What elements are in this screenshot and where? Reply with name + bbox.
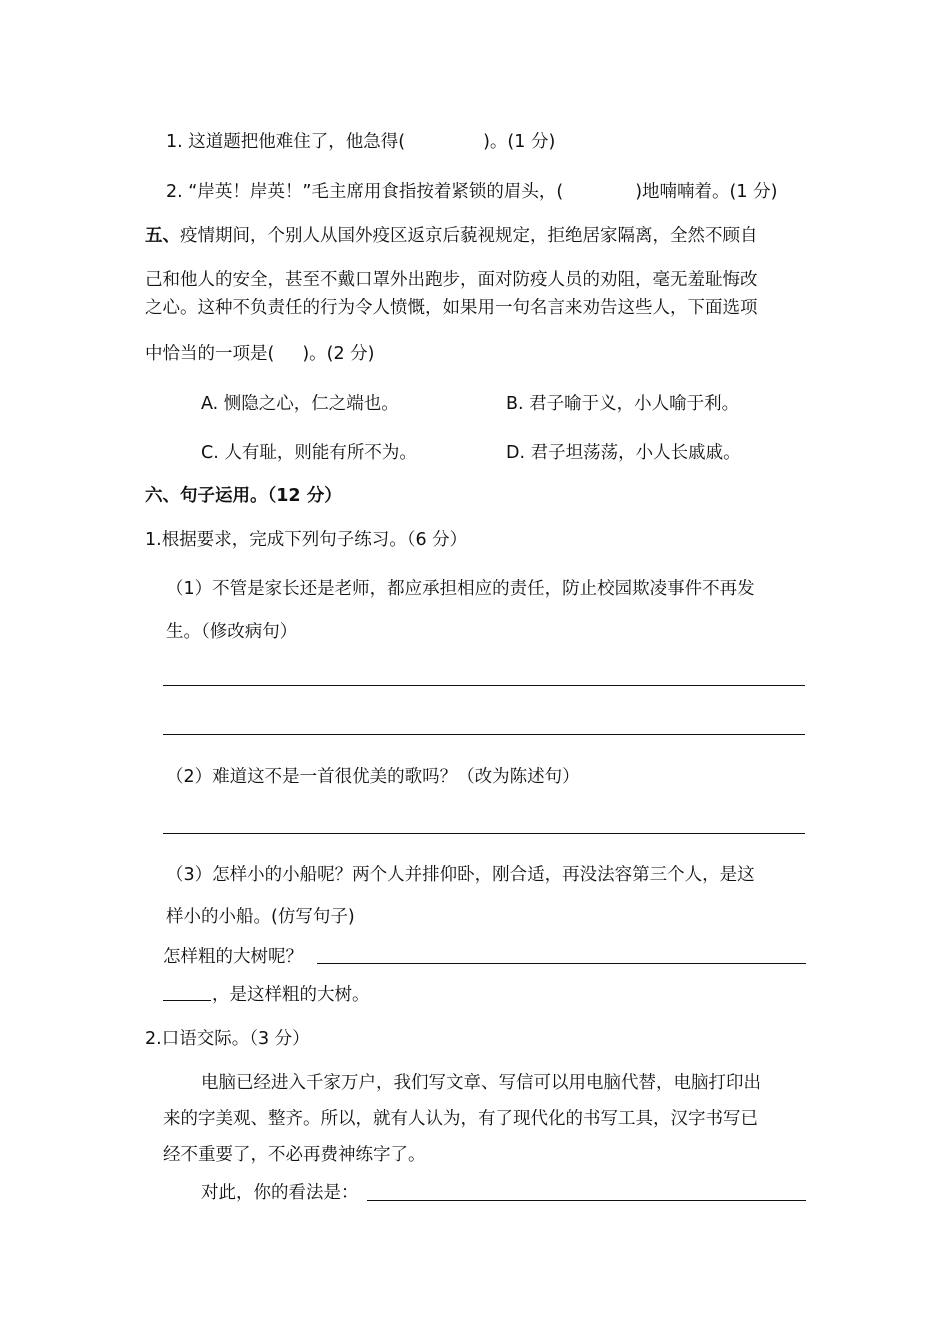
- section-5-line-4: [145, 342, 375, 366]
- sub-question-3-tail: ，是这样粗的大树。: [212, 985, 370, 1005]
- option-a[interactable]: A. 恻隐之心，仁之端也。: [201, 394, 399, 414]
- answer-line[interactable]: [163, 734, 805, 735]
- section-5-line-1: [145, 224, 758, 248]
- answer-line[interactable]: [367, 1200, 806, 1201]
- section-5-label: 五、: [145, 226, 180, 246]
- question-6-2-title: 2.口语交际。（3 分）: [145, 1029, 310, 1049]
- question-4-2: [166, 180, 777, 204]
- section-5-line-3: 之心。这种不负责任的行为令人愤慨，如果用一句名言来劝告这些人，下面选项: [145, 298, 758, 318]
- question-4-1-score: )。(1 分): [483, 132, 556, 152]
- option-b[interactable]: B. 君子喻于义，小人喻于利。: [506, 394, 740, 414]
- question-4-1-stem: 1. 这道题把他难住了，他急得(: [166, 132, 406, 152]
- sub-question-2: （2）难道这不是一首很优美的歌吗？（改为陈述句）: [166, 767, 580, 787]
- answer-line[interactable]: [163, 685, 805, 686]
- section-5-question-stem: 中恰当的一项是(: [145, 344, 275, 364]
- question-4-1: [166, 130, 555, 154]
- sub-question-3-line-2: 样小的小船。(仿写句子): [166, 907, 355, 927]
- option-c[interactable]: C. 人有耻，则能有所不为。: [201, 443, 417, 463]
- question-4-2-score: )地喃喃着。(1 分): [635, 182, 778, 202]
- question-6-2-prompt: 对此，你的看法是：: [201, 1183, 359, 1203]
- question-6-2-line-3: 经不重要了，不必再费神练字了。: [163, 1145, 426, 1165]
- question-6-1-title: 1.根据要求，完成下列句子练习。（6 分）: [145, 530, 468, 550]
- option-d[interactable]: D. 君子坦荡荡，小人长戚戚。: [506, 443, 741, 463]
- answer-blank-short[interactable]: [163, 1000, 211, 1001]
- section-5-score: )。(2 分): [302, 344, 375, 364]
- section-5-line-2: 己和他人的安全，甚至不戴口罩外出跑步，面对防疫人员的劝阻，毫无羞耻悔改: [145, 270, 758, 290]
- sub-question-3-line-1: （3）怎样小的小船呢？两个人并排仰卧，刚合适，再没法容第三个人，是这: [166, 865, 755, 885]
- section-5-text: 疫情期间，个别人从国外疫区返京后藐视规定，拒绝居家隔离，全然不顾自: [180, 226, 758, 246]
- sub-question-3-prompt: 怎样粗的大树呢？: [163, 947, 303, 967]
- question-6-2-line-1: 电脑已经进入千家万户，我们写文章、写信可以用电脑代替，电脑打印出: [201, 1073, 761, 1093]
- sub-question-1-line-2: 生。（修改病句）: [166, 622, 298, 642]
- question-4-2-stem: 2. “岸英！岸英！”毛主席用食指按着紧锁的眉头，(: [166, 182, 564, 202]
- answer-line[interactable]: [163, 833, 805, 834]
- sub-question-1-line-1: （1）不管是家长还是老师，都应承担相应的责任，防止校园欺凌事件不再发: [166, 579, 755, 599]
- answer-line[interactable]: [317, 963, 806, 964]
- section-6-title: 六、句子运用。（12 分）: [145, 486, 342, 506]
- question-6-2-line-2: 来的字美观、整齐。所以，就有人认为，有了现代化的书写工具，汉字书写已: [163, 1109, 758, 1129]
